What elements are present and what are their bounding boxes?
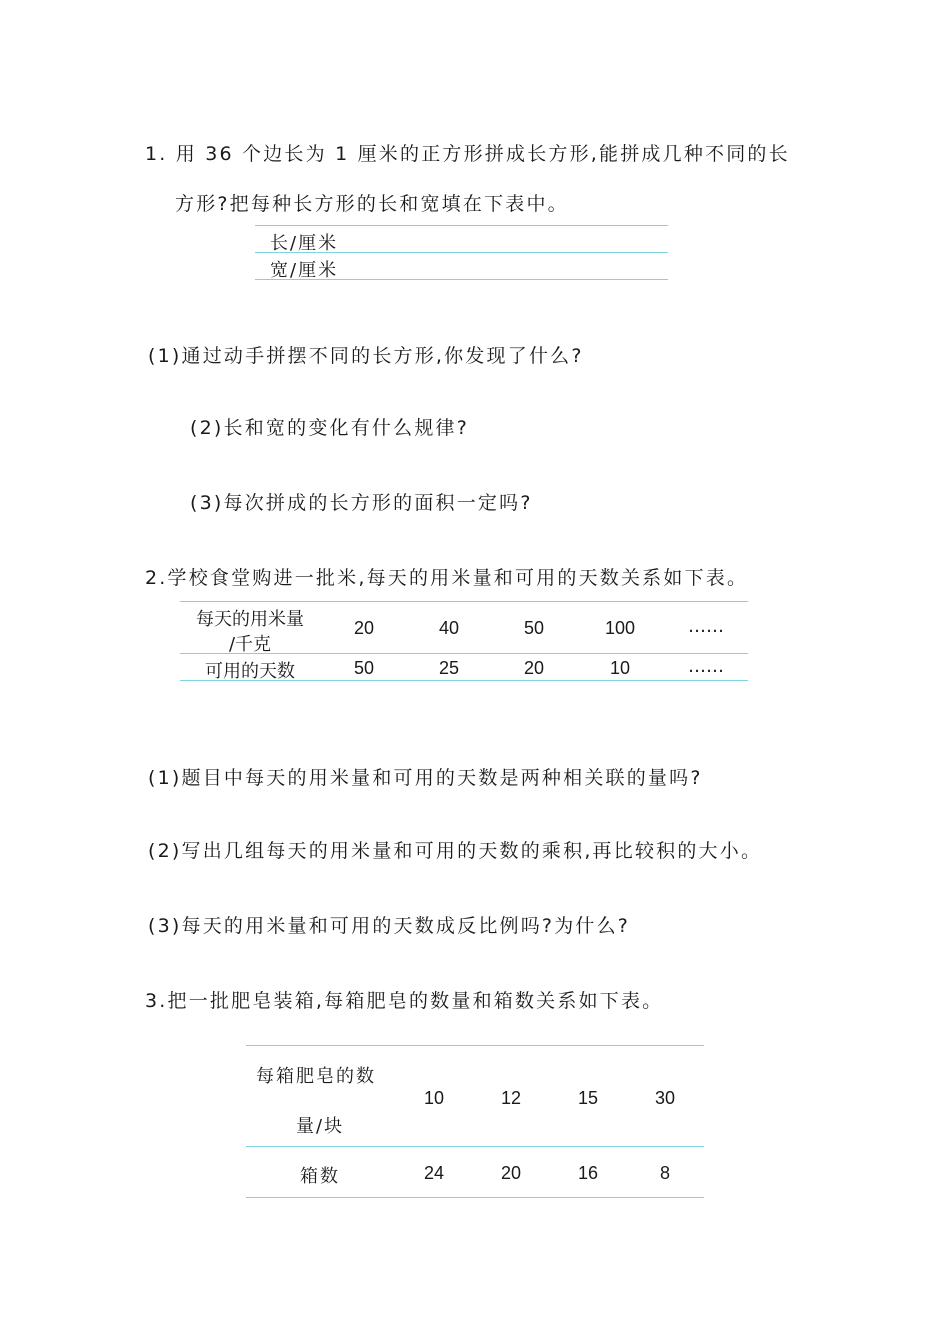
- q2-table-rule-top: [180, 601, 748, 602]
- q3-row2-value: 16: [577, 1163, 599, 1183]
- q2-intro: 2.学校食堂购进一批米,每天的用米量和可用的天数关系如下表。: [145, 567, 749, 589]
- q3-table-rule-top: [246, 1045, 704, 1046]
- q3-table-rule-bottom: [246, 1197, 704, 1198]
- q2-row1-value: 20: [353, 618, 375, 638]
- q2-row1-value: 50: [523, 618, 545, 638]
- q1-table-rule-top: [255, 225, 668, 226]
- q3-row2-value: 20: [500, 1163, 522, 1183]
- q2-table-rule-mid: [180, 653, 748, 654]
- q2-table-rule-bottom: [180, 680, 748, 681]
- q3-table-rule-mid: [246, 1146, 704, 1147]
- q3-row1-value: 12: [500, 1088, 522, 1108]
- q1-line1: 1. 用 36 个边长为 1 厘米的正方形拼成长方形,能拼成几种不同的长: [145, 143, 790, 165]
- q3-row1-label-line2: 量/块: [296, 1116, 345, 1137]
- q2-row2-value: 25: [438, 658, 460, 678]
- q1-sub2: (2)长和宽的变化有什么规律?: [190, 417, 469, 439]
- q3-row1-value: 30: [654, 1088, 676, 1108]
- q2-row1-value: 40: [438, 618, 460, 638]
- q3-row2-label: 箱数: [300, 1166, 340, 1187]
- q2-row1-label-line1: 每天的用米量: [196, 609, 304, 630]
- q3-row1-label-line1: 每箱肥皂的数: [256, 1066, 376, 1087]
- q2-row1-label-line2: /千克: [228, 634, 272, 655]
- q3-row2-value: 8: [659, 1163, 670, 1183]
- q3-intro: 3.把一批肥皂装箱,每箱肥皂的数量和箱数关系如下表。: [145, 990, 664, 1012]
- q2-row2-value: 10: [609, 658, 631, 678]
- q3-row1-value: 15: [577, 1088, 599, 1108]
- q2-row2-value: 20: [523, 658, 545, 678]
- q2-sub2: (2)写出几组每天的用米量和可用的天数的乘积,再比较积的大小。: [148, 840, 763, 862]
- q1-line2: 方形?把每种长方形的长和宽填在下表中。: [175, 193, 569, 215]
- q2-row1-value: 100: [604, 618, 636, 638]
- q2-sub1: (1)题目中每天的用米量和可用的天数是两种相关联的量吗?: [148, 767, 703, 789]
- q2-sub3: (3)每天的用米量和可用的天数成反比例吗?为什么?: [148, 915, 631, 937]
- q2-row2-label: 可用的天数: [205, 661, 295, 682]
- q2-row1-value: ……: [688, 616, 724, 637]
- q2-row2-value: ……: [688, 656, 724, 677]
- q1-table-rule-bottom: [255, 279, 668, 280]
- q1-sub3: (3)每次拼成的长方形的面积一定吗?: [190, 492, 533, 514]
- q1-table-rule-mid: [255, 252, 668, 253]
- q1-row-length-label: 长/厘米: [270, 233, 339, 254]
- q2-row2-value: 50: [353, 658, 375, 678]
- q1-sub1: (1)通过动手拼摆不同的长方形,你发现了什么?: [148, 345, 584, 367]
- q3-row1-value: 10: [423, 1088, 445, 1108]
- q3-row2-value: 24: [423, 1163, 445, 1183]
- q1-row-width-label: 宽/厘米: [270, 260, 339, 281]
